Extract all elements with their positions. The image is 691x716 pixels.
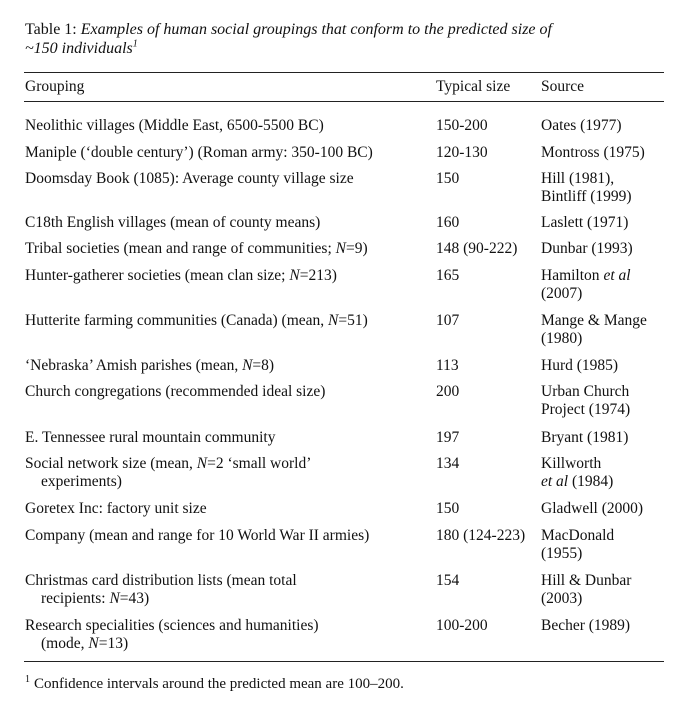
table-header — [0, 78, 691, 98]
cell-source-line: Hill & Dunbar — [541, 572, 632, 589]
footnote — [25, 676, 665, 693]
cell-grouping — [25, 214, 435, 232]
cell-source-line: et al (1984) — [541, 473, 614, 490]
header-source: Source — [541, 78, 585, 95]
cell-source — [541, 240, 671, 258]
cell-grouping-line: recipients: N=43) — [41, 590, 150, 607]
cell-source-line: Oates (1977) — [541, 117, 622, 134]
cell-size: 154 — [436, 572, 460, 589]
cell-source — [541, 617, 671, 635]
cell-size: 200 — [436, 383, 460, 400]
cell-size: 160 — [436, 214, 460, 231]
cell-size: 148 (90-222) — [436, 240, 518, 257]
cell-source-line: Montross (1975) — [541, 144, 645, 161]
caption-text-line1: Examples of human social groupings that conform to the predicted size of — [80, 21, 552, 38]
cell-source — [541, 572, 671, 608]
cell-grouping — [25, 117, 435, 135]
caption-footnote-ref: 1 — [132, 38, 138, 50]
caption-text-line2: ~150 individuals — [25, 40, 133, 57]
cell-source — [541, 383, 671, 419]
cell-source-line: Hamilton et al — [541, 267, 631, 284]
cell-grouping-line: ‘Nebraska’ Amish parishes (mean, N=8) — [25, 357, 275, 374]
cell-source-line: Gladwell (2000) — [541, 500, 644, 517]
cell-grouping — [25, 240, 435, 258]
cell-grouping-line: Goretex Inc: factory unit size — [25, 500, 207, 517]
cell-size: 120-130 — [436, 144, 488, 161]
cell-source-line: Mange & Mange — [541, 312, 647, 329]
cell-grouping-line: Church congregations (recommended ideal size) — [25, 383, 326, 400]
cell-size: 134 — [436, 455, 460, 472]
cell-source-line: (2003) — [541, 590, 583, 607]
cell-source-line: Urban Church — [541, 383, 630, 400]
cell-source-line: (2007) — [541, 285, 583, 302]
cell-source-line: Hurd (1985) — [541, 357, 619, 374]
cell-source-line: (1980) — [541, 330, 583, 347]
table-caption — [25, 20, 665, 58]
cell-grouping-line: C18th English villages (mean of county means) — [25, 214, 321, 231]
cell-grouping-line: Hunter-gatherer societies (mean clan size; N=213) — [25, 267, 337, 284]
cell-grouping-line: Doomsday Book (1085): Average county village size — [25, 170, 354, 187]
cell-source-line: Project (1974) — [541, 401, 631, 418]
cell-grouping-line: E. Tennessee rural mountain community — [25, 429, 276, 446]
cell-source-line: Dunbar (1993) — [541, 240, 633, 257]
bottom-rule — [24, 661, 664, 662]
cell-size: 150 — [436, 500, 460, 517]
cell-source — [541, 144, 671, 162]
cell-source — [541, 429, 671, 447]
cell-source-line: (1955) — [541, 545, 583, 562]
cell-grouping — [25, 267, 435, 285]
cell-source — [541, 455, 671, 491]
cell-source-line: Killworth — [541, 455, 602, 472]
caption-label: Table 1: — [25, 21, 81, 38]
cell-source-line: Hill (1981), — [541, 170, 615, 187]
cell-grouping-line: Christmas card distribution lists (mean total — [25, 572, 297, 589]
cell-source-line: Laslett (1971) — [541, 214, 629, 231]
cell-source — [541, 500, 671, 518]
cell-grouping — [25, 500, 435, 518]
cell-grouping-line: experiments) — [41, 473, 122, 490]
cell-size: 197 — [436, 429, 460, 446]
cell-source-line: Bryant (1981) — [541, 429, 629, 446]
cell-grouping — [25, 383, 435, 401]
cell-grouping-line: Maniple (‘double century’) (Roman army: 350-100 BC) — [25, 144, 373, 161]
cell-size: 180 (124-223) — [436, 527, 526, 544]
cell-source — [541, 117, 671, 135]
cell-size: 113 — [436, 357, 459, 374]
cell-source-line: MacDonald — [541, 527, 615, 544]
cell-size: 107 — [436, 312, 460, 329]
cell-source-line: Bintliff (1999) — [541, 188, 632, 205]
header-size: Typical size — [436, 78, 511, 95]
cell-grouping — [25, 144, 435, 162]
cell-grouping — [25, 527, 435, 545]
cell-grouping — [25, 312, 435, 330]
footnote-text: Confidence intervals around the predicted mean are 100–200. — [34, 676, 404, 692]
header-grouping: Grouping — [25, 78, 85, 95]
cell-grouping-line: Social network size (mean, N=2 ‘small world’ — [25, 455, 312, 472]
cell-size: 100-200 — [436, 617, 488, 634]
cell-grouping-line: Tribal societies (mean and range of communities; N=9) — [25, 240, 368, 257]
cell-grouping-line: Neolithic villages (Middle East, 6500-5500 BC) — [25, 117, 324, 134]
cell-source — [541, 312, 671, 348]
cell-source — [541, 267, 671, 303]
cell-size: 150 — [436, 170, 460, 187]
cell-source — [541, 527, 671, 563]
top-rule — [24, 72, 664, 73]
cell-grouping — [25, 357, 435, 375]
cell-source-line: Becher (1989) — [541, 617, 631, 634]
cell-source — [541, 357, 671, 375]
cell-source — [541, 214, 671, 232]
cell-grouping — [25, 572, 435, 608]
cell-grouping — [25, 617, 435, 653]
cell-grouping-line: Company (mean and range for 10 World War II armies) — [25, 527, 370, 544]
cell-grouping — [25, 429, 435, 447]
cell-grouping-line: Research specialities (sciences and humanities) — [25, 617, 319, 634]
cell-grouping-line: Hutterite farming communities (Canada) (mean, N=51) — [25, 312, 368, 329]
cell-grouping-line: (mode, N=13) — [41, 635, 129, 652]
cell-grouping — [25, 455, 435, 491]
cell-source — [541, 170, 671, 206]
cell-size: 150-200 — [436, 117, 488, 134]
header-rule — [24, 101, 664, 102]
cell-grouping — [25, 170, 435, 188]
footnote-marker: 1 — [25, 674, 30, 685]
cell-size: 165 — [436, 267, 460, 284]
